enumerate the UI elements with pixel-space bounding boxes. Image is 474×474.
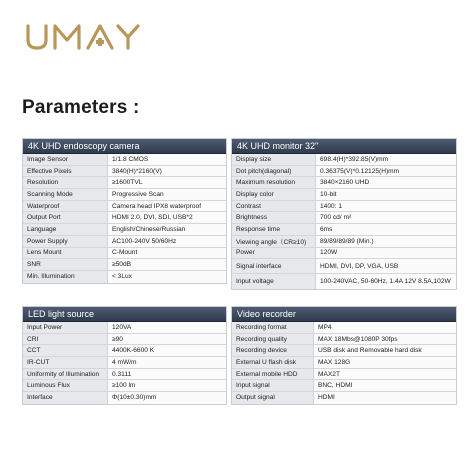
spec-value: MP4 xyxy=(314,322,456,333)
spec-row xyxy=(23,322,226,334)
monitor-spec-table xyxy=(231,138,457,290)
spec-value: MAX2T xyxy=(314,369,456,380)
camera-spec-table xyxy=(22,138,227,284)
spec-value: MAX 18Mbs@1080P 30fps xyxy=(314,334,456,345)
spec-value: Progressive Scan xyxy=(108,189,226,200)
spec-value: Camera head IPX8 waterproof xyxy=(108,201,226,212)
spec-value: 3840(H)*2160(V) xyxy=(108,166,226,177)
spec-row xyxy=(232,322,456,334)
spec-value: AC100-240V 50/60Hz xyxy=(108,236,226,247)
spec-value: HDMI xyxy=(314,392,456,404)
led-spec-rows xyxy=(23,322,226,404)
spec-label: Recording quality xyxy=(232,334,314,345)
spec-label: Uniformity of Illumination xyxy=(23,369,108,380)
monitor-spec-rows xyxy=(232,154,456,289)
led-spec-header: LED light source xyxy=(23,307,226,322)
video-recorder-spec-header: Video recorder xyxy=(232,307,456,322)
spec-value: ≥100 lm xyxy=(108,380,226,391)
spec-label: CRI xyxy=(23,334,108,345)
spec-row xyxy=(232,166,456,178)
camera-spec-header: 4K UHD endoscopy camera xyxy=(23,139,226,154)
spec-row xyxy=(23,259,226,271)
spec-value: 1/1.8 CMOS xyxy=(108,154,226,165)
spec-label: Input signal xyxy=(232,380,314,391)
spec-label: Interface xyxy=(23,392,108,404)
spec-value: 0.3111 xyxy=(108,369,226,380)
video-recorder-spec-table xyxy=(231,306,457,405)
spec-row xyxy=(23,236,226,248)
spec-label: Language xyxy=(23,224,108,235)
spec-row xyxy=(232,357,456,369)
spec-row xyxy=(23,177,226,189)
spec-label: Response time xyxy=(232,224,316,235)
spec-row xyxy=(23,369,226,381)
spec-row xyxy=(23,392,226,404)
spec-label: Output signal xyxy=(232,392,314,404)
spec-row xyxy=(23,357,226,369)
spec-label: Input Power xyxy=(23,322,108,333)
spec-label: Power xyxy=(232,248,316,259)
spec-value: 89/89/89/89 (Min.) xyxy=(316,236,456,247)
spec-label: Input voltage xyxy=(232,274,316,289)
spec-label: Brightness xyxy=(232,212,316,223)
spec-row xyxy=(23,271,226,283)
spec-value: 100-240VAC, 50-60Hz, 1.4A 12V 8.5A,102W xyxy=(316,274,456,289)
spec-row xyxy=(23,189,226,201)
spec-value: 3840×2160 UHD xyxy=(316,177,456,188)
spec-row xyxy=(232,189,456,201)
spec-row xyxy=(23,248,226,260)
spec-row xyxy=(232,248,456,260)
spec-row xyxy=(232,392,456,404)
spec-label: Resolution xyxy=(23,177,108,188)
spec-label: Maximum resolution xyxy=(232,177,316,188)
spec-row xyxy=(232,154,456,166)
spec-label: Contrast xyxy=(232,201,316,212)
spec-row xyxy=(23,345,226,357)
spec-row xyxy=(23,201,226,213)
spec-label: Image Sensor xyxy=(23,154,108,165)
spec-row xyxy=(232,177,456,189)
spec-row xyxy=(23,154,226,166)
spec-label: IR-CUT xyxy=(23,357,108,368)
spec-value: C-Mount xyxy=(108,248,226,259)
spec-value: HDMI 2.0, DVI, SDI, USB*2 xyxy=(108,212,226,223)
spec-label: Waterproof xyxy=(23,201,108,212)
spec-label: External U flash disk xyxy=(232,357,314,368)
spec-label: Lens Mount xyxy=(23,248,108,259)
video-recorder-spec-rows xyxy=(232,322,456,404)
spec-value: 1400: 1 xyxy=(316,201,456,212)
spec-label: Output Port xyxy=(23,212,108,223)
spec-value: 700 cd/ m² xyxy=(316,212,456,223)
spec-value: USB disk and Removable hard disk xyxy=(314,345,456,356)
spec-row xyxy=(232,380,456,392)
spec-value: English/Chinese/Russian xyxy=(108,224,226,235)
spec-row xyxy=(232,274,456,289)
spec-row xyxy=(232,369,456,381)
spec-label: Signal interface xyxy=(232,259,316,273)
spec-label: Luminous Flux xyxy=(23,380,108,391)
spec-row xyxy=(23,334,226,346)
spec-row xyxy=(232,224,456,236)
spec-label: Display size xyxy=(232,154,316,165)
spec-row xyxy=(232,236,456,248)
spec-row xyxy=(23,166,226,178)
spec-label: Viewing angle（CR≥10) xyxy=(232,236,316,247)
spec-label: Effective Pixels xyxy=(23,166,108,177)
spec-label: Dot pitch(diagonal) xyxy=(232,166,316,177)
spec-value: ≥50dB xyxy=(108,259,226,270)
spec-value: Φ(10±0.30)mm xyxy=(108,392,226,404)
spec-value: 120VA xyxy=(108,322,226,333)
spec-label: Recording device xyxy=(232,345,314,356)
spec-value: 120W xyxy=(316,248,456,259)
spec-value: 0.36375(V)*0.12125(H)mm xyxy=(316,166,456,177)
spec-row xyxy=(23,224,226,236)
spec-value: ≥90 xyxy=(108,334,226,345)
spec-label: Min. Illumination xyxy=(23,271,108,283)
spec-label: CCT xyxy=(23,345,108,356)
spec-row xyxy=(232,201,456,213)
spec-value: 698.4(H)*392.85(V)mm xyxy=(316,154,456,165)
spec-value: 10-bit xyxy=(316,189,456,200)
spec-row xyxy=(23,212,226,224)
spec-value: MAX 128G xyxy=(314,357,456,368)
spec-row xyxy=(23,380,226,392)
spec-value: 4400K-6600 K xyxy=(108,345,226,356)
spec-value: 4 mW/m xyxy=(108,357,226,368)
spec-label: Scanning Mode xyxy=(23,189,108,200)
spec-row xyxy=(232,259,456,274)
spec-label: Power Supply xyxy=(23,236,108,247)
spec-value: BNC, HDMI xyxy=(314,380,456,391)
spec-value: ≥1600TVL xyxy=(108,177,226,188)
camera-spec-rows xyxy=(23,154,226,283)
umay-logo-mark xyxy=(22,16,146,56)
umay-logo xyxy=(22,16,146,56)
monitor-spec-header: 4K UHD monitor 32" xyxy=(232,139,456,154)
led-spec-table xyxy=(22,306,227,405)
spec-label: External mobile HDD xyxy=(232,369,314,380)
spec-value: 6ms xyxy=(316,224,456,235)
spec-value: < 3Lux xyxy=(108,271,226,283)
spec-label: Display color xyxy=(232,189,316,200)
spec-row xyxy=(232,334,456,346)
page-title: Parameters : xyxy=(22,97,140,118)
spec-value: HDMI, DVI, DP, VGA, USB xyxy=(316,259,456,273)
spec-row xyxy=(232,212,456,224)
spec-label: Recording format xyxy=(232,322,314,333)
spec-label: SNR xyxy=(23,259,108,270)
spec-row xyxy=(232,345,456,357)
